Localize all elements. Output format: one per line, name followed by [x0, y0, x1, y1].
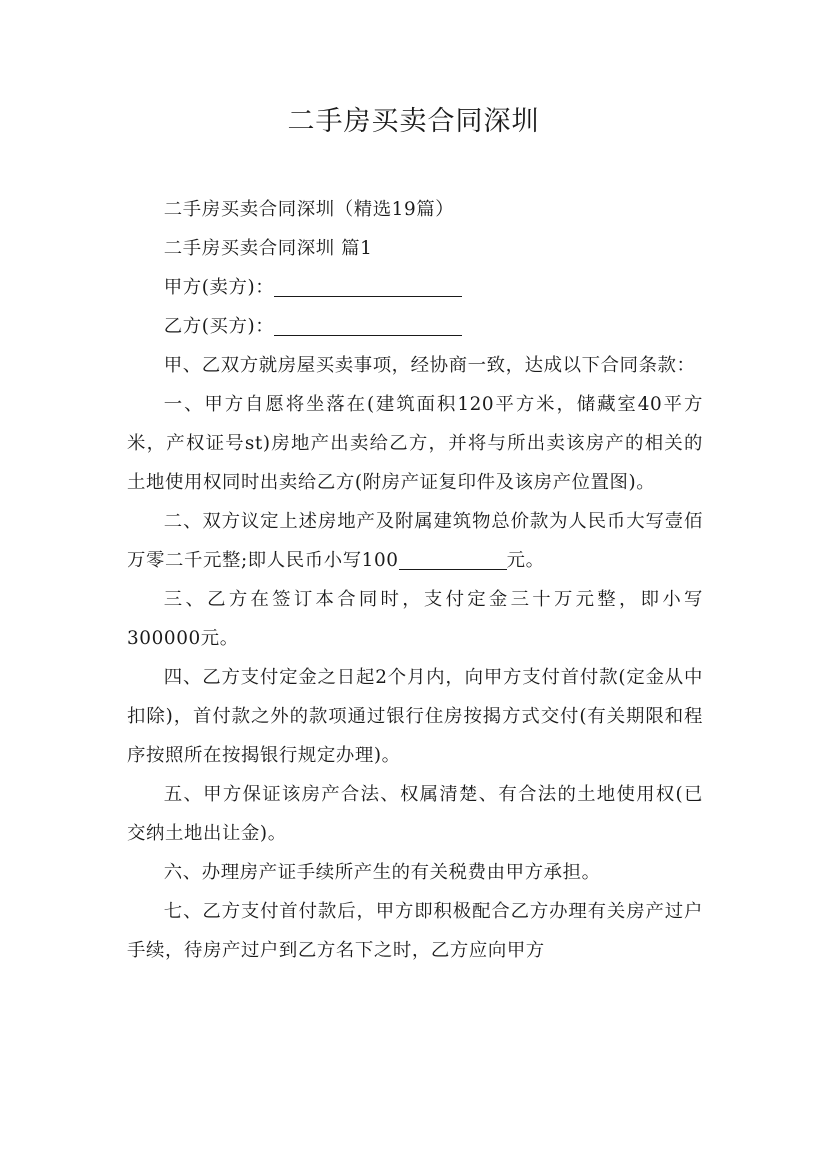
clause-4: 四、乙方支付定金之日起2个月内，向甲方支付首付款(定金从中扣除)，首付款之外的款项通过银行住房按揭方式交付(有关期限和程序按照所在按揭银行规定办理)。	[127, 667, 703, 766]
clause-2-unit: 元。	[506, 550, 545, 571]
clause-2	[127, 502, 703, 580]
clause-2-text: 二、双方议定上述房地产及附属建筑物总价款为人民币大写壹佰万零二千元整;即人民币小写100	[127, 511, 703, 571]
party-b-line	[127, 307, 703, 346]
price-blank	[399, 547, 507, 570]
clause-6: 六、办理房产证手续所产生的有关税费由甲方承担。	[163, 862, 601, 883]
document-body	[127, 190, 703, 970]
party-b-label: 乙方(买方)：	[163, 316, 275, 337]
document-title: 二手房买卖合同深圳	[287, 106, 540, 137]
intro-paragraph: 甲、乙双方就房屋买卖事项，经协商一致，达成以下合同条款：	[163, 355, 696, 376]
party-a-line	[127, 268, 703, 307]
clause-3: 三、乙方在签订本合同时，支付定金三十万元整，即小写300000元。	[127, 589, 703, 649]
clause-7: 七、乙方支付首付款后，甲方即积极配合乙方办理有关房产过户手续，待房产过户到乙方名下之时，乙方应向甲方	[127, 901, 703, 961]
clause-1: 一、甲方自愿将坐落在(建筑面积120平方米，储藏室40平方米，产权证号st)房地产出卖给乙方，并将与所出卖该房产的相关的土地使用权同时出卖给乙方(附房产证复印件及该房产位置图)。	[127, 394, 703, 493]
heading-summary: 二手房买卖合同深圳（精选19篇）	[163, 199, 455, 220]
party-a-label: 甲方(卖方)：	[163, 277, 275, 298]
heading-part: 二手房买卖合同深圳 篇1	[163, 238, 373, 259]
clause-5: 五、甲方保证该房产合法、权属清楚、有合法的土地使用权(已交纳土地出让金)。	[127, 784, 703, 844]
party-b-blank	[274, 313, 462, 336]
party-a-blank	[274, 274, 462, 297]
